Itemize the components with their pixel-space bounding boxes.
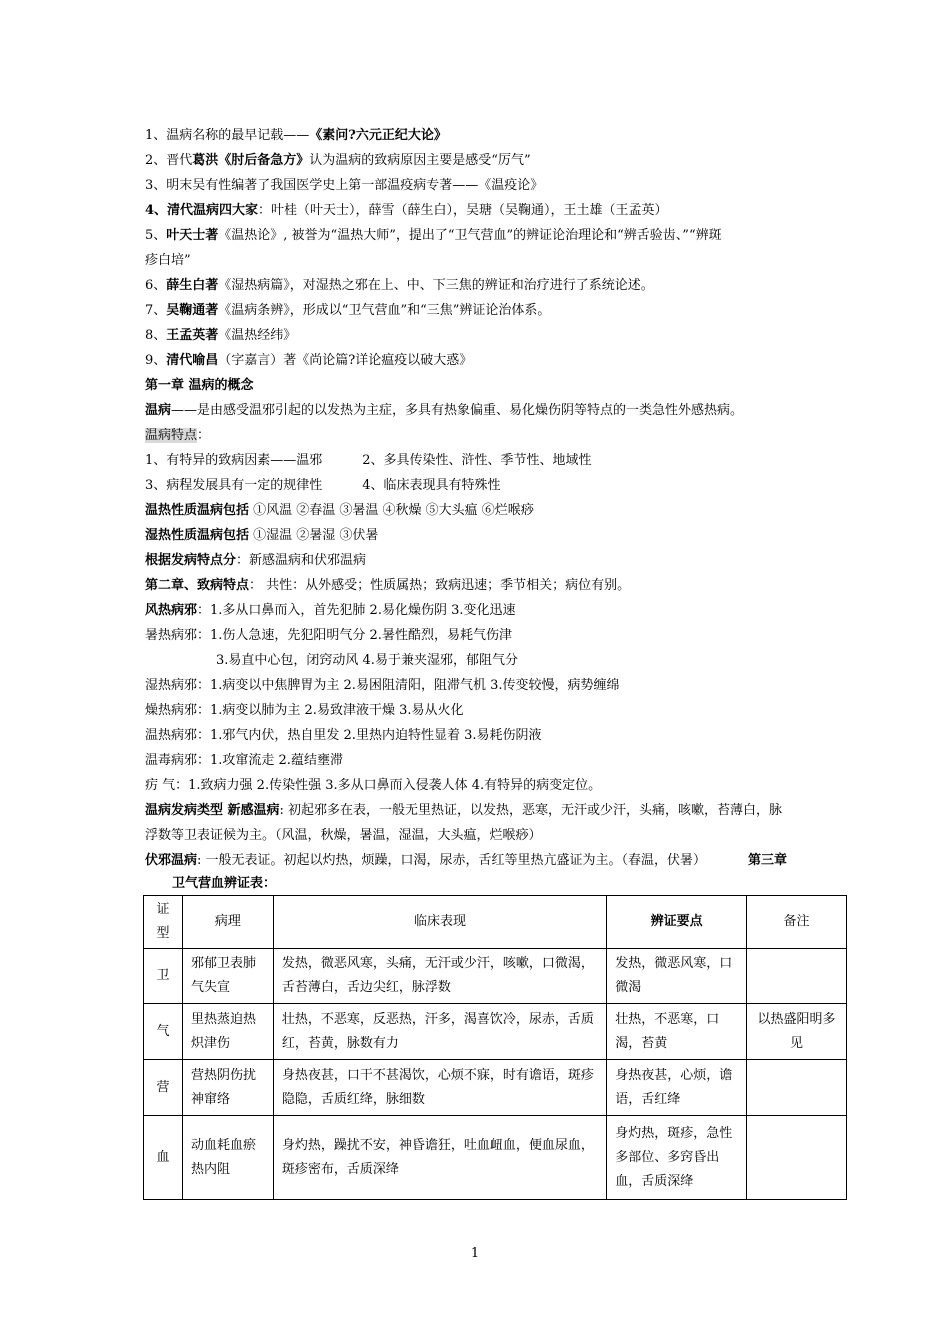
header-notes: 备注 bbox=[747, 896, 847, 949]
header-pathology: 病理 bbox=[182, 896, 273, 949]
line-5-cont: 疹白培” bbox=[145, 253, 191, 268]
onset-classification bbox=[145, 549, 366, 573]
text: 《温热论》, 被誉为“温热大师”，提出了“卫气营血”的辨证论治理论和“辨舌验齿、”“辨斑 bbox=[218, 228, 722, 243]
dry-heat-line: 燥热病邪：1.病变以肺为主 2.易致津液干燥 3.易从火化 bbox=[145, 703, 464, 718]
text: 认为温病的致病原因主要是感受“厉气” bbox=[309, 153, 531, 168]
cell-type: 卫 bbox=[144, 949, 183, 1004]
warm-heat-line: 温热病邪：1.邪气内伏，热自里发 2.里热内迫特性显着 3.易耗伤阴液 bbox=[145, 728, 542, 743]
cell-pathology: 营热阴伤扰神窜络 bbox=[182, 1060, 273, 1116]
text-bold: 薛生白著 bbox=[166, 278, 219, 293]
cell-key-points: 发热，微恶风寒，口微渴 bbox=[607, 949, 747, 1004]
syndrome-table bbox=[143, 895, 847, 1200]
table-row bbox=[144, 1116, 847, 1200]
chapter-2-heading bbox=[145, 574, 630, 598]
table-title: 卫气营血辨证表： bbox=[172, 876, 277, 891]
onset-types-line bbox=[145, 799, 782, 823]
text-bold: 《素问?六元正纪大论》 bbox=[309, 128, 447, 143]
cell-clinical: 壮热，不恶寒，反恶热，汗多，渴喜饮冷，尿赤，舌质红，苔黄，脉数有力 bbox=[273, 1004, 606, 1060]
pestilence-line: 疠 气：1.致病力强 2.传染性强 3.多从口鼻而入侵袭人体 4.有特异的病变定位。 bbox=[145, 778, 602, 793]
text-bold: 王孟英著 bbox=[166, 328, 219, 343]
text: ——是由感受温邪引起的以发热为主症，多具有热象偏重、易化燥伤阴等特点的一类急性外感热病。 bbox=[171, 403, 744, 418]
text: （字嘉言）著《尚论篇?详论瘟疫以破大惑》 bbox=[218, 353, 473, 368]
feature-4: 4、临床表现具有特殊性 bbox=[362, 478, 501, 493]
text-bold: 风热病邪 bbox=[145, 603, 198, 618]
text: : 初起邪多在表，一般无里热证，以发热，恶寒，无汗或少汗，头痛，咳嗽，苔薄白，脉 bbox=[279, 803, 783, 818]
text-bold: 4、清代温病四大家 bbox=[145, 203, 259, 218]
table-row bbox=[144, 1004, 847, 1060]
cell-notes: 以热盛阳明多见 bbox=[747, 1004, 847, 1060]
cell-clinical: 身灼热，躁扰不安，神昏谵狂，吐血衄血，便血尿血，斑疹密布，舌质深绛 bbox=[273, 1116, 606, 1200]
damp-heat-line: 湿热病邪：1.病变以中焦脾胃为主 2.易困阻清阳，阻滞气机 3.传变较慢，病势缠绵 bbox=[145, 678, 620, 693]
chapter-3-heading: 第三章 bbox=[748, 853, 788, 868]
features-row-2 bbox=[145, 474, 501, 498]
text-bold: 清代喻昌 bbox=[166, 353, 219, 368]
table-header-row bbox=[144, 896, 847, 949]
onset-types-cont: 浮数等卫表证候为主。（风温，秋燥，暑温，湿温，大头瘟，烂喉痧） bbox=[145, 828, 542, 843]
text-bold: 叶天士著 bbox=[166, 228, 219, 243]
text: ： 共性：从外感受；性质属热；致病迅速；季节相关；病位有别。 bbox=[249, 578, 631, 593]
definition bbox=[145, 399, 743, 423]
cell-key-points: 身热夜甚，心烦，谵语，舌红绛 bbox=[607, 1060, 747, 1116]
cell-clinical: 身热夜甚，口干不甚渴饮，心烦不寐，时有谵语，斑疹隐隐，舌质红绛，脉细数 bbox=[273, 1060, 606, 1116]
warm-heat-types bbox=[145, 499, 534, 523]
cell-notes bbox=[747, 949, 847, 1004]
summer-heat-line-2: 3.易直中心包，闭窍动风 4.易于兼夹湿邪，郁阻气分 bbox=[216, 653, 518, 668]
cell-type: 气 bbox=[144, 1004, 183, 1060]
text: 9、 bbox=[145, 353, 167, 368]
text: 1、温病名称的最早记载—— bbox=[145, 128, 310, 143]
text: 《温热经纬》 bbox=[218, 328, 297, 343]
damp-heat-types bbox=[145, 524, 378, 548]
line-2 bbox=[145, 149, 531, 173]
text: ：1.多从口鼻而入，首先犯肺 2.易化燥伤阴 3.变化迅速 bbox=[197, 603, 516, 618]
text: 《温病条辨》，形成以“卫气营血”和“三焦”辨证论治体系。 bbox=[218, 303, 551, 318]
feature-3: 3、病程发展具有一定的规律性 bbox=[145, 478, 323, 493]
text: 6、 bbox=[145, 278, 167, 293]
features-title bbox=[145, 424, 210, 448]
line-9 bbox=[145, 349, 472, 373]
text: ： bbox=[197, 428, 211, 443]
cell-key-points: 壮热，不恶寒，口渴，苔黄 bbox=[607, 1004, 747, 1060]
cell-key-points: 身灼热，斑疹，急性多部位、多窍昏出血，舌质深绛 bbox=[607, 1116, 747, 1200]
warm-toxin-line: 温毒病邪：1.攻窜流走 2.蕴结壅滞 bbox=[145, 753, 343, 768]
text-bold: 温热性质温病包括 bbox=[145, 503, 250, 518]
cell-pathology: 邪郁卫表肺气失宣 bbox=[182, 949, 273, 1004]
text-bold: 温病发病类型 新感温病 bbox=[145, 803, 280, 818]
text: 5、 bbox=[145, 228, 167, 243]
text: 7、 bbox=[145, 303, 167, 318]
highlighted-text: 温病特点 bbox=[145, 428, 198, 443]
text-bold: 根据发病特点分 bbox=[145, 553, 237, 568]
line-8 bbox=[145, 324, 296, 348]
text-bold: 伏邪温病 bbox=[145, 853, 198, 868]
line-4 bbox=[145, 199, 668, 223]
text: ①湿温 ②暑湿 ③伏暑 bbox=[249, 528, 379, 543]
chapter-1-heading: 第一章 温病的概念 bbox=[145, 378, 254, 393]
table-row bbox=[144, 949, 847, 1004]
cell-pathology: 里热蒸迫热炽津伤 bbox=[182, 1004, 273, 1060]
cell-type: 营 bbox=[144, 1060, 183, 1116]
text: ：叶桂（叶天士），薛雪（薛生白），吴瑭（吴鞠通），王土雄（王孟英） bbox=[258, 203, 668, 218]
page-number: 1 bbox=[470, 1246, 480, 1261]
header-type: 证型 bbox=[144, 896, 183, 949]
latent-pathogen-line bbox=[145, 849, 787, 873]
line-6 bbox=[145, 274, 654, 298]
text: 《湿热病篇》，对湿热之邪在上、中、下三焦的辨证和治疗进行了系统论述。 bbox=[218, 278, 654, 293]
line-5 bbox=[145, 224, 722, 248]
features-row-1 bbox=[145, 449, 592, 473]
line-7 bbox=[145, 299, 550, 323]
summer-heat-line-1: 暑热病邪：1.伤人急速，先犯阳明气分 2.暑性酷烈，易耗气伤津 bbox=[145, 628, 512, 643]
text-bold: 吴鞠通著 bbox=[166, 303, 219, 318]
text-bold: 温病 bbox=[145, 403, 172, 418]
header-key-points: 辨证要点 bbox=[607, 896, 747, 949]
text: ①风温 ②春温 ③暑温 ④秋燥 ⑤大头瘟 ⑥烂喉痧 bbox=[249, 503, 534, 518]
cell-clinical: 发热，微恶风寒，头痛，无汗或少汗，咳嗽，口微渴，舌苔薄白，舌边尖红，脉浮数 bbox=[273, 949, 606, 1004]
cell-type: 血 bbox=[144, 1116, 183, 1200]
text: 8、 bbox=[145, 328, 167, 343]
text: 2、晋代 bbox=[145, 153, 193, 168]
feature-1: 1、有特异的致病因素——温邪 bbox=[145, 453, 323, 468]
table-row bbox=[144, 1060, 847, 1116]
header-clinical: 临床表现 bbox=[273, 896, 606, 949]
line-1 bbox=[145, 124, 447, 148]
text: : 一般无表证。初起以灼热，烦躁，口渴，尿赤，舌红等里热亢盛证为主。（春温，伏暑） bbox=[197, 853, 707, 868]
feature-2: 2、多具传染性、浒性、季节性、地域性 bbox=[362, 453, 592, 468]
cell-pathology: 动血耗血瘀热内阻 bbox=[182, 1116, 273, 1200]
cell-notes bbox=[747, 1060, 847, 1116]
wind-heat-line bbox=[145, 599, 516, 623]
cell-notes bbox=[747, 1116, 847, 1200]
text-bold: 湿热性质温病包括 bbox=[145, 528, 250, 543]
line-3: 3、明末吴有性编著了我国医学史上第一部温疫病专著——《温疫论》 bbox=[145, 178, 544, 193]
text: ：新感温病和伏邪温病 bbox=[236, 553, 367, 568]
text-bold: 第二章、致病特点 bbox=[145, 578, 250, 593]
text-bold: 葛洪《肘后备急方》 bbox=[192, 153, 310, 168]
